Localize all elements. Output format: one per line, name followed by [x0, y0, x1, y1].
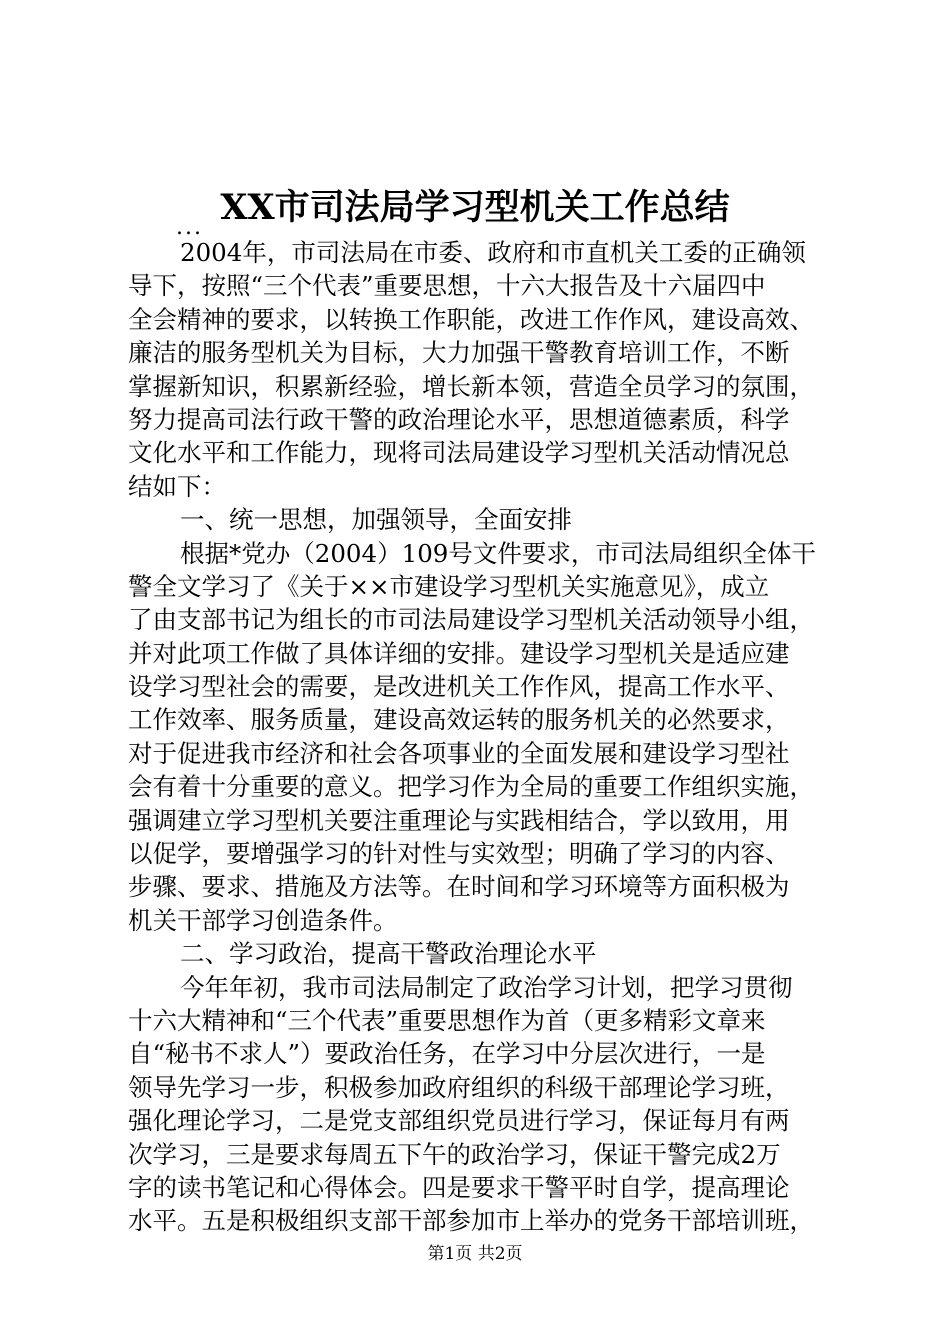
paragraph-line: 以促学，要增强学习的针对性与实效型；明确了学习的内容、	[128, 839, 790, 869]
paragraph-line: 并对此项工作做了具体详细的安排。建设学习型机关是适应建	[128, 638, 790, 668]
paragraph-line: 2004年，市司法局在市委、政府和市直机关工委的正确领	[180, 238, 806, 267]
paragraph-line: 机关干部学习创造条件。	[128, 905, 398, 935]
paragraph-line: 字的读书笔记和心得体会。四是要求干警平时自学，提高理论	[128, 1172, 790, 1202]
paragraph-line: 对于促进我市经济和社会各项事业的全面发展和建设学习型社	[128, 738, 790, 768]
section-heading: 一、统一思想，加强领导，全面安排	[180, 505, 572, 535]
paragraph-line: 文化水平和工作能力，现将司法局建设学习型机关活动情况总	[128, 438, 790, 468]
paragraph-line: 领导先学习一步，积极参加政府组织的科级干部理论学习班，	[128, 1072, 790, 1102]
paragraph-line: 结如下：	[128, 471, 226, 501]
paragraph-line: 强化理论学习，二是党支部组织党员进行学习，保证每月有两	[128, 1106, 790, 1136]
paragraph-line: 十六大精神和“三个代表”重要思想作为首（更多精彩文章来	[128, 1005, 766, 1035]
paragraph-line: 了由支部书记为组长的市司法局建设学习型机关活动领导小组，	[128, 605, 814, 635]
paragraph-line: 步骤、要求、措施及方法等。在时间和学习环境等方面积极为	[128, 872, 790, 902]
paragraph-line: 根据*党办（2004）109号文件要求，市司法局组织全体干	[180, 538, 816, 568]
paragraph-line: 工作效率、服务质量，建设高效运转的服务机关的必然要求，	[128, 705, 790, 735]
paragraph-line: 自“秘书不求人”）要政治任务，在学习中分层次进行，一是	[128, 1039, 766, 1069]
paragraph-line: 警全文学习了《关于××市建设学习型机关实施意见》，成立	[128, 571, 770, 601]
section-heading: 二、学习政治，提高干警政治理论水平	[180, 939, 597, 969]
paragraph-line: 廉洁的服务型机关为目标，大力加强干警教育培训工作，不断	[128, 338, 790, 368]
paragraph-line: 设学习型社会的需要，是改进机关工作作风，提高工作水平、	[128, 672, 790, 702]
document-body	[128, 236, 828, 1238]
document-title: XX市司法局学习型机关工作总结	[220, 187, 730, 228]
paragraph-line: 次学习，三是要求每周五下午的政治学习，保证干警完成2万	[128, 1139, 781, 1169]
paragraph-line: 掌握新知识，积累新经验，增长新本领，营造全员学习的氛围，	[128, 371, 814, 401]
paragraph-line: 水平。五是积极组织支部干部参加市上举办的党务干部培训班，	[128, 1206, 814, 1236]
paragraph-line: 强调建立学习型机关要注重理论与实践相结合，学以致用，用	[128, 805, 790, 835]
paragraph-line: 会有着十分重要的意义。把学习作为全局的重要工作组织实施，	[128, 772, 814, 802]
paragraph-line: 努力提高司法行政干警的政治理论水平，思想道德素质，科学	[128, 404, 790, 434]
ellipsis-marker: ...	[176, 215, 203, 240]
page-footer: 第1页 共2页	[427, 1244, 523, 1264]
paragraph-line: 导下，按照“三个代表”重要思想，十六大报告及十六届四中	[128, 271, 766, 301]
paragraph-line: 今年年初，我市司法局制定了政治学习计划，把学习贯彻	[180, 972, 793, 1002]
paragraph-line: 全会精神的要求，以转换工作职能，改进工作作风，建设高效、	[128, 304, 814, 334]
